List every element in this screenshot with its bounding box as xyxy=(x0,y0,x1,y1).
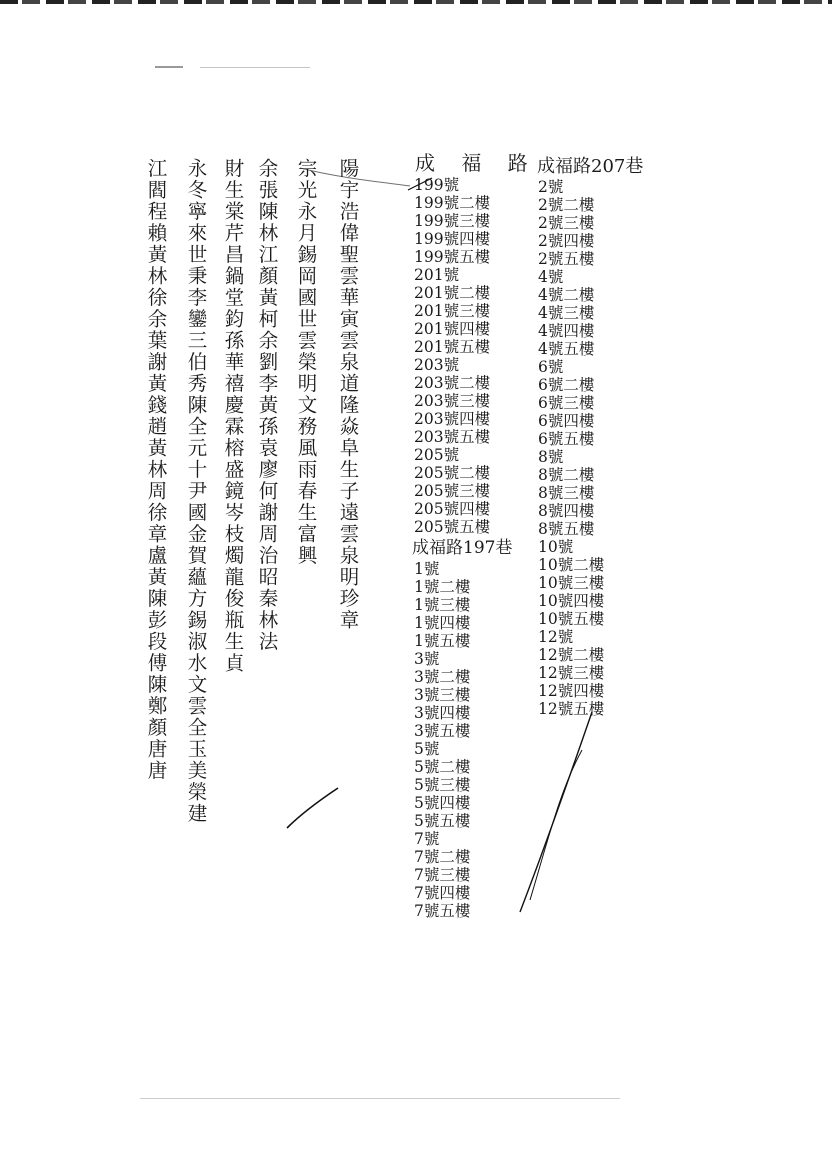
names-column-5: 永冬寧來世秉李鑾三伯秀陳全元十尹國金賀蘊方錫淑水文雲全玉美榮建 xyxy=(184,158,208,825)
names-column-4: 財生棠芹昌鍋堂鈞孫華禧慶霖榕盛鏡岑枝燭龍俊瓶生貞 xyxy=(221,158,245,674)
list-item: 4號五樓 xyxy=(538,340,595,358)
address-list-main xyxy=(414,176,490,536)
list-item: 205號 xyxy=(414,446,460,464)
lane-197-title: 成福路197巷 xyxy=(412,538,513,558)
list-item: 4號四樓 xyxy=(538,322,595,340)
scan-smudge xyxy=(200,67,310,68)
list-item: 205號五樓 xyxy=(414,518,491,536)
list-item: 201號二樓 xyxy=(414,284,491,302)
list-item: 8號四樓 xyxy=(538,502,595,520)
list-item: 7號二樓 xyxy=(414,848,471,866)
list-item: 8號二樓 xyxy=(538,466,595,484)
list-item: 1號五樓 xyxy=(414,632,471,650)
list-item: 7號 xyxy=(414,830,440,848)
names-column-3: 余張陳林江顏黃柯余劉李黃孫袁廖何謝周治昭秦林法 xyxy=(255,158,279,653)
list-item: 10號 xyxy=(538,538,574,556)
list-item: 6號二樓 xyxy=(538,376,595,394)
list-item: 7號四樓 xyxy=(414,884,471,902)
lane-207-title: 成福路207巷 xyxy=(537,156,644,177)
list-item: 199號五樓 xyxy=(414,248,491,266)
list-item: 10號二樓 xyxy=(538,556,605,574)
list-item: 3號三樓 xyxy=(414,686,471,704)
names-column-1: 宗光永月錫岡國世雲榮明文務風雨春生富興 xyxy=(294,158,318,567)
list-item: 12號三樓 xyxy=(538,664,605,682)
list-item: 4號三樓 xyxy=(538,304,595,322)
list-item: 2號四樓 xyxy=(538,232,595,250)
list-item: 203號四樓 xyxy=(414,410,491,428)
list-item: 2號三樓 xyxy=(538,214,595,232)
list-item: 2號五樓 xyxy=(538,250,595,268)
list-item: 5號四樓 xyxy=(414,794,471,812)
list-item: 8號五樓 xyxy=(538,520,595,538)
list-item: 201號四樓 xyxy=(414,320,491,338)
scan-edge-top xyxy=(0,0,832,4)
header-title-fragment: 成 福 路 xyxy=(415,151,538,175)
scan-smudge xyxy=(140,1098,620,1099)
list-item: 203號 xyxy=(414,356,460,374)
list-item: 12號四樓 xyxy=(538,682,605,700)
list-item: 2號二樓 xyxy=(538,196,595,214)
names-column-6: 江閻程賴黃林徐余葉謝黃錢趙黃林周徐章盧黃陳彭段傅陳鄭顏唐唐 xyxy=(144,158,168,782)
list-item: 201號三樓 xyxy=(414,302,491,320)
list-item: 6號三樓 xyxy=(538,394,595,412)
list-item: 3號 xyxy=(414,650,440,668)
list-item: 2號 xyxy=(538,178,564,196)
list-item: 8號三樓 xyxy=(538,484,595,502)
list-item: 5號二樓 xyxy=(414,758,471,776)
address-list-lane-207 xyxy=(538,178,604,718)
list-item: 3號二樓 xyxy=(414,668,471,686)
list-item: 5號五樓 xyxy=(414,812,471,830)
list-item: 8號 xyxy=(538,448,564,466)
list-item: 6號四樓 xyxy=(538,412,595,430)
scan-smudge xyxy=(155,66,183,68)
list-item: 12號二樓 xyxy=(538,646,605,664)
list-item: 199號二樓 xyxy=(414,194,491,212)
list-item: 3號五樓 xyxy=(414,722,471,740)
list-item: 1號四樓 xyxy=(414,614,471,632)
list-item: 10號四樓 xyxy=(538,592,605,610)
address-list-lane-197 xyxy=(414,560,470,920)
list-item: 1號三樓 xyxy=(414,596,471,614)
list-item: 201號 xyxy=(414,266,460,284)
list-item: 203號二樓 xyxy=(414,374,491,392)
list-item: 199號四樓 xyxy=(414,230,491,248)
list-item: 1號二樓 xyxy=(414,578,471,596)
list-item: 7號五樓 xyxy=(414,902,471,920)
list-item: 10號五樓 xyxy=(538,610,605,628)
list-item: 10號三樓 xyxy=(538,574,605,592)
list-item: 5號三樓 xyxy=(414,776,471,794)
list-item: 6號 xyxy=(538,358,564,376)
list-item: 12號 xyxy=(538,628,574,646)
list-item: 205號四樓 xyxy=(414,500,491,518)
list-item: 6號五樓 xyxy=(538,430,595,448)
list-item: 4號二樓 xyxy=(538,286,595,304)
list-item: 5號 xyxy=(414,740,440,758)
list-item: 201號五樓 xyxy=(414,338,491,356)
list-item: 199號三樓 xyxy=(414,212,491,230)
list-item: 199號 xyxy=(414,176,460,194)
list-item: 203號五樓 xyxy=(414,428,491,446)
list-item: 205號三樓 xyxy=(414,482,491,500)
list-item: 203號三樓 xyxy=(414,392,491,410)
names-column-2: 陽宇浩偉聖雲華寅雲泉道隆焱阜生子遠雲泉明珍章 xyxy=(336,158,360,631)
list-item: 1號 xyxy=(414,560,440,578)
list-item: 12號五樓 xyxy=(538,700,605,718)
list-item: 7號三樓 xyxy=(414,866,471,884)
list-item: 4號 xyxy=(538,268,564,286)
list-item: 205號二樓 xyxy=(414,464,491,482)
list-item: 3號四樓 xyxy=(414,704,471,722)
